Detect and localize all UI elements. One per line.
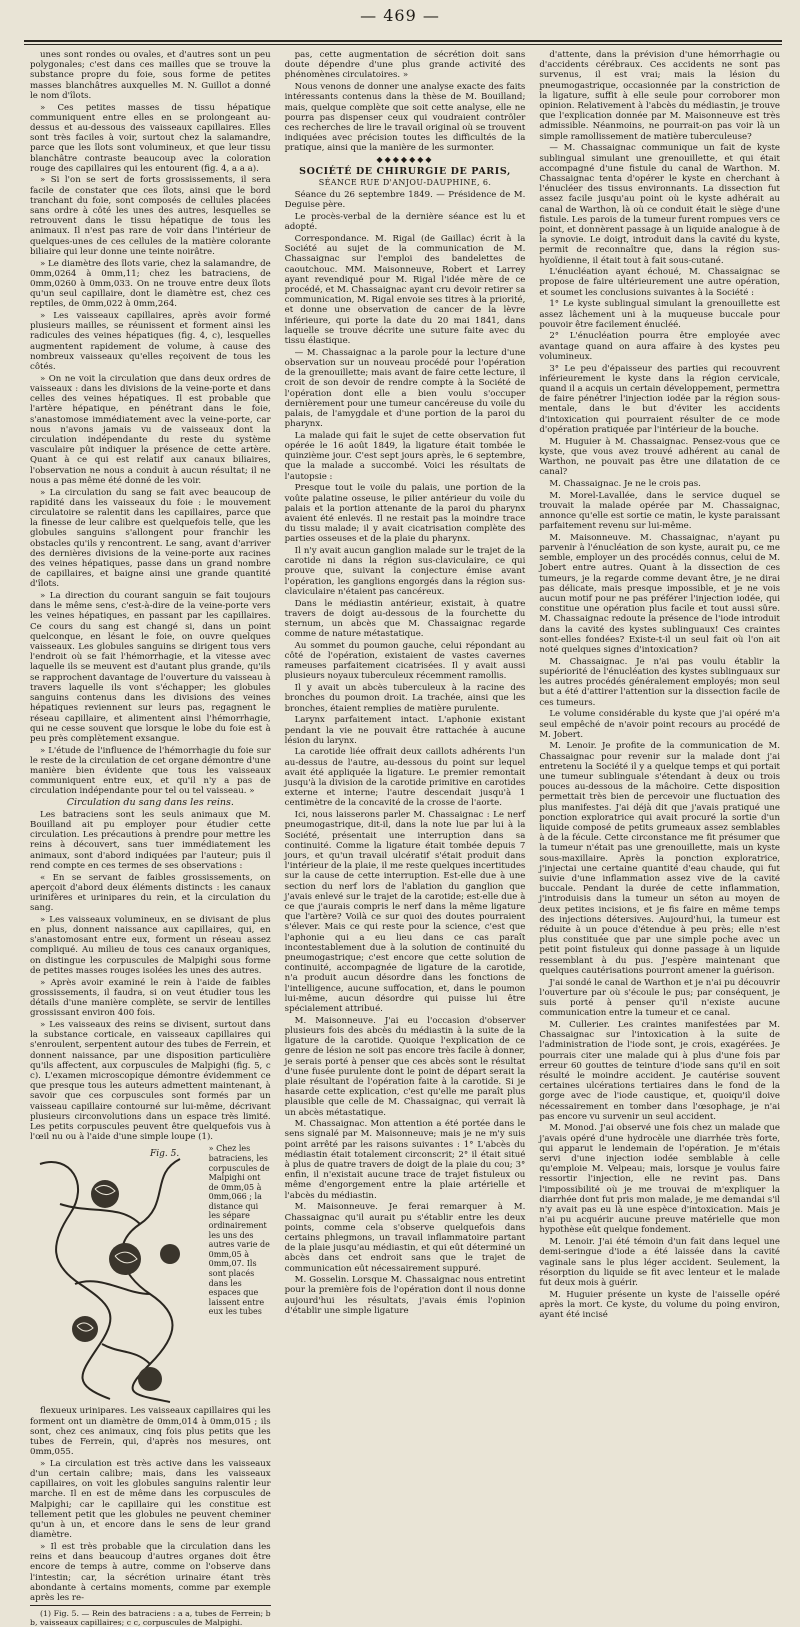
header-rule	[24, 40, 782, 45]
paragraph: » La circulation du sang se fait avec beaucoup de rapidité dans les vaisseaux du foie : le mouvement circulatoire se ralentit dans les capillaires, parce que la finesse de leur calibre est quelquefois telle, que les globules sanguins s'allongent pour franchir les obstacles qu'ils y rencontrent. Le sang, avant d'arriver des dernières divisions de la veine-porte aux racines des veines hépatiques, passe dans un grand nombre de capillaires, et baigne ainsi une grande quantité d'îlots.	[30, 487, 271, 590]
paragraph: » Après avoir examiné le rein à l'aide de faibles grossissements, il faudra, si on veut étudier tous les détails d'une manière complète, se servir de lentilles grossissant environ 400 fois.	[30, 977, 271, 1019]
paragraph: M. Gosselin. Lorsque M. Chassaignac nous entretint pour la première fois de l'opération dont il nous donne aujourd'hui les résultats, j'avais émis l'opinion d'établir une simple ligature	[284, 1275, 526, 1316]
paragraph: flexueux urinipares. Les vaisseaux capillaires qui les forment ont un diamètre de 0mm,014 à 0mm,015 ; ils sont, chez ces animaux, cinq fois plus petits que les tubes de Ferrein, qui, d'après nos mesures, ont 0mm,055.	[30, 1406, 271, 1458]
paragraph: 2° L'énucléation pourra être employée avec avantage quand on aura affaire à des kystes peu volumineux.	[539, 331, 781, 362]
paragraph: « En se servant de faibles grossissements, on aperçoit d'abord deux éléments distincts : les canaux urinifères et urinipares du rein, et la circulation du sang.	[30, 872, 271, 914]
paragraph: pas, cette augmentation de sécrétion doit sans doute dépendre d'une plus grande activité des phénomènes circulatoires. »	[284, 50, 526, 81]
kidney-illustration	[30, 1144, 205, 1406]
paragraph: M. Maisonneuve. M. Chassaignac, n'ayant pu parvenir à l'énucléation de son kyste, aurait pu, ce me semble, employer un des procédés connus, celui de M. Jobert entre autres. Quant à la dissection de ces tumeurs, je la regarde comme devant être, je ne dirai pas délicate, mais presque impossible, et je ne vois aucun motif pour ne pas préférer l'injection iodée, qui constitue une opération plus facile et tout aussi sûre. M. Chassaignac redoute la présence de l'iode introduit dans la cavité des kystes sublinguaux! Ces craintes sont-elles fondées? Existe-t-il un seul fait où l'on ait noté quelques signes d'intoxication?	[539, 532, 781, 656]
paragraph: » Les vaisseaux volumineux, en se divisant de plus en plus, donnent naissance aux capillaires, qui, en s'anastomosant entre eux, forment un réseau assez compliqué. Au milieu de tous ces canaux organiques, on distingue les corpuscules de Malpighi sous forme de petites masses rouges isolées les unes des autres.	[30, 914, 271, 976]
session-date: Séance du 26 septembre 1849. — Présidence de M. Deguise père.	[284, 190, 526, 211]
paragraph: » Il est très probable que la circulation dans les reins et dans beaucoup d'autres organes doit être encore de temps à autre, comme on l'observe dans l'intestin; car, la sécrétion urinaire étant très abondante à certains moments, comme par exemple après les re-	[30, 1541, 271, 1603]
figure-label: Fig. 5.	[150, 1149, 180, 1160]
paragraph: La carotide liée offrait deux caillots adhérents l'un au-dessus de l'autre, au-dessous du point sur lequel avait été appliquée la ligature. Le premier remontait jusqu'à la division de la carotide primitive en carotides externe et interne; l'autre descendait jusqu'à 1 centimètre de la concavité de la crosse de l'aorte.	[284, 747, 526, 809]
paragraph: M. Maisonneuve. J'ai eu l'occasion d'observer plusieurs fois des abcès du médiastin à la suite de la ligature de la carotide. Quoique l'explication de ce genre de lésion ne soit pas encore très facile à donner, je serais porté à penser que ces abcès sont le résultat d'une fusée purulente dont le point de départ serait la plaie résultant de l'opération faite à la carotide. Si je hasarde cette explication, c'est qu'elle me paraît plus plausible que celle de M. Chassaignac, qui verrait là un abcès métastatique.	[284, 1015, 526, 1118]
paragraph: 1° Le kyste sublingual simulant la grenouillette est assez lâchement uni à la muqueuse buccale pour pouvoir être facilement énucléé.	[539, 299, 781, 330]
paragraph: J'ai sondé le canal de Warthon et je n'ai pu découvrir l'ouverture par où s'écoule le pus; par conséquent, je suis porté à penser qu'il n'existe aucune communication entre la tumeur et ce canal.	[539, 977, 781, 1019]
column-right	[539, 50, 781, 1321]
paragraph: Au sommet du poumon gauche, celui répondant au côté de l'opération, existaient de vastes cavernes rameuses parfaitement cicatrisées. Il y avait aussi plusieurs noyaux tuberculeux récemment ramollis.	[284, 640, 526, 682]
paragraph: M. Chassaignac. Je ne le crois pas.	[549, 478, 701, 489]
paragraph: M. Huguier présente un kyste de l'aisselle opéré après la mort. Ce kyste, du volume du poing environ, ayant été incisé	[539, 1289, 781, 1321]
paragraph: unes sont rondes ou ovales, et d'autres sont un peu polygonales; c'est dans ces mailles que se trouve la substance propre du foie, sous forme de petites masses blanchâtres auxquelles M. N. Guillot a donné le nom d'îlots.	[30, 50, 271, 101]
paragraph: Ici, nous laisserons parler M. Chassaignac : Le nerf pneumogastrique, dit-il, dans la note lue par lui à la Société, présentait une interruption dans sa continuité. Comme la ligature était tombée depuis 7 jours, et qu'un travail ulcératif s'était produit dans l'intérieur de la plaie, il me reste quelques incertitudes sur la cause de cette interruption. Est-elle due à une section du nerf lors de l'ablation du ganglion que j'avais enlevé sur le trajet de la carotide; est-elle due à ce que j'aurais compris le nerf dans la même ligature que l'artère? Voilà ce sur quoi des doutes pourraient s'élever. Mais ce qui reste pour la science, c'est que l'aphonie qui a eu lieu dans ce cas paraît incontestablement due à la solution de continuité du pneumogastrique; c'est encore que cette solution de continuité, accompagnée de ligature de la carotide, n'a produit aucun désordre dans les fonctions de l'intelligence, aucune suffocation, et, dans le poumon lui-même, aucun désordre qui puisse lui être spécialement attribué.	[284, 810, 526, 1014]
paragraph: » L'étude de l'influence de l'hémorrhagie du foie sur le reste de la circulation de cet organe démontre d'une manière bien évidente que tous les vaisseaux communiquent entre eux, et qu'il n'y a pas de circulation indépendante pour tel ou tel vaisseau. »	[30, 745, 271, 797]
paragraph: L'énucléation ayant échoué, M. Chassaignac se propose de faire ultérieurement une autre opération, et soumet les conclusions suivantes à la Société :	[539, 267, 781, 298]
paragraph: » Le diamètre des îlots varie, chez la salamandre, de 0mm,0264 à 0mm,11; chez les batraciens, de 0mm,0260 à 0mm,033. On ne trouve entre deux îlots qu'un seul capillaire, dont le diamètre est, chez ces reptiles, de 0mm,022 à 0mm,264.	[30, 258, 271, 310]
paragraph: M. Huguier à M. Chassaignac. Pensez-vous que ce kyste, que vous avez trouvé adhérent au canal de Warthon, ne pouvait pas être une dilatation de ce canal?	[539, 436, 781, 478]
column-left	[30, 50, 271, 1627]
paragraph: » Les vaisseaux des reins se divisent, surtout dans la substance corticale, en vaisseaux capillaires qui s'enroulent, serpentent autour des tubes de Ferrein, et donnent naissance, par une disposition particulière qu'ils affectent, aux corpuscules de Malpighi (fig. 5, c c). L'examen microscopique démontre évidemment ce que presque tous les auteurs admettent maintenant, à savoir que ces corpuscules sont formés par un vaisseau capillaire contourné sur lui-même, décrivant plusieurs circonvolutions dans un espace très limité. Les petits corpuscules peuvent être quelquefois vus à l'œil nu ou à l'aide d'une simple loupe (1).	[30, 1019, 271, 1143]
column-middle	[284, 50, 526, 1316]
paragraph: M. Lenoir. J'ai été témoin d'un fait dans lequel une demi-seringue d'iode a été laissée dans la cavité vaginale sans le plus léger accident. Seulement, la résorption du liquide se fit avec lenteur et le malade fut deux mois à guérir.	[539, 1237, 781, 1288]
section-ornament: ◆◆◆◆◆◆◆	[376, 155, 434, 165]
paragraph: Correspondance. M. Rigal (de Gaillac) écrit à la Société au sujet de la communication de M. Chassaignac sur l'emploi des bandelettes de caoutchouc. MM. Maisonneuve, Robert et Larrey ayant revendiqué pour M. Rigal l'idée mère de ce procédé, et M. Chassaignac ayant cru devoir retirer sa communication, M. Rigal envoie ses titres à la priorité, et donne une observation de cancer de la lèvre inférieure, qui porte la date du 20 mai 1841, dans laquelle se trouve décrite une suture faite avec du tissu élastique.	[284, 233, 526, 346]
paragraph: — M. Chassaignac a la parole pour la lecture d'une observation sur un nouveau procédé pour l'opération de la grenouillette; mais avant de faire cette lecture, il croit de son devoir de rendre compte à la Société de l'opération dont elle a bien voulu s'occuper dernièrement pour une tumeur cancéreuse du voile du palais, de l'amygdale et d'une portion de la paroi du pharynx.	[284, 347, 526, 430]
paragraph: Presque tout le voile du palais, une portion de la voûte palatine osseuse, le pilier antérieur du voile du palais et la portion attenante de la paroi du pharynx avaient été enlevés. Il ne restait pas la moindre trace du tissu malade; il y avait cicatrisation complète des parties osseuses et de la plaie du pharynx.	[284, 483, 526, 545]
footnote: (1) Fig. 5. — Rein des batraciens : a a, tubes de Ferrein; b b, vaisseaux capillaires; c c, corpuscules de Malpighi.	[30, 1605, 271, 1627]
paragraph: » Si l'on se sert de forts grossissements, il sera facile de constater que ces îlots, ainsi que le bord tranchant du foie, sont composés de cellules placées sans ordre à côté les unes des autres, lesquelles se retrouvent dans le tissu hépatique de tous les animaux. Il n'est pas rare de voir dans l'intérieur de quelques-unes de ces cellules de la matière colorante biliaire qui leur donne une teinte noirâtre.	[30, 175, 271, 257]
paragraph: La malade qui fait le sujet de cette observation fut opérée le 16 août 1849, la ligature était tombée le quinzième jour. C'est sept jours après, le 6 septembre, que la malade a succombé. Voici les résultats de l'autopsie :	[284, 430, 526, 482]
paragraph: M. Cullerier. Les craintes manifestées par M. Chassaignac sur l'intoxication à la suite de l'administration de l'iode sont, je crois, exagérées. Je pourrais citer une malade qui à plus d'une fois par erreur 60 gouttes de teinture d'iode sans qu'il en soit résulté le moindre accident. Je cautérise souvent certaines ulcérations tertiaires dans le fond de la gorge avec de l'iode caustique, et, quoiqu'il doive nécessairement en tomber dans l'œsophage, je n'ai pas encore vu survenir un seul accident.	[539, 1019, 781, 1122]
figure-kidney	[30, 1144, 271, 1406]
paragraph: M. Monod. J'ai observé une fois chez un malade que j'avais opéré d'une hydrocèle une diarrhée très forte, qui apparut le lendemain de l'opération. Je m'étais servi d'une injection iodée semblable à celle qu'emploie M. Velpeau; mais, lorsque je voulus faire ressortir l'injection, elle ne revint pas. Dans l'impossibilité où je me trouvai de m'expliquer la diarrhée dont fut pris mon malade, je me demandai s'il n'y avait pas eu là une espèce d'intoxication. Mais je n'ai pu acquérir aucune preuve matérielle que mon hypothèse eût quelque fondement.	[539, 1123, 781, 1236]
page-number: — 469 —	[360, 6, 440, 25]
society-title: SOCIÉTÉ DE CHIRURGIE DE PARIS,	[299, 165, 511, 177]
paragraph: Les batraciens sont les seuls animaux que M. Bouilland ait pu employer pour étudier cette circulation. Les précautions à prendre pour mettre les reins à découvert, sans tuer immédiatement les animaux, sont d'abord indiquées par l'auteur; puis il rend compte en ces termes de ses observations :	[30, 809, 271, 871]
paragraph: Il n'y avait aucun ganglion malade sur le trajet de la carotide ni dans la région sus-claviculaire, ce qui prouve que, suivant la conjecture émise avant l'opération, les ganglions engorgés dans la région sus-claviculaire n'étaient pas cancéreux.	[284, 546, 526, 597]
paragraph: d'attente, dans la prévision d'une hémorrhagie ou d'accidents cérébraux. Ces accidents ne sont pas survenus, il est vrai; mais la lésion du pneumogastrique, occasionnée par la constriction de la ligature, suffit à elle seule pour corroborer mon opinion. Relativement à l'abcès du médiastin, je trouve que l'explication donnée par M. Maisonneuve est très admissible. Néanmoins, ne pourrait-on pas voir là un simple ramollissement de matière tuberculeuse?	[539, 50, 781, 142]
paragraph: Il y avait un abcès tuberculeux à la racine des bronches du poumon droit. La trachée, ainsi que les bronches, étaient remplies de matière purulente.	[284, 683, 526, 714]
paragraph: » La direction du courant sanguin se fait toujours dans le même sens, c'est-à-dire de la veine-porte vers les veines hépatiques, en passant par les capillaires. Ce cours du sang est changé si, dans un point quelconque, en lésant le foie, on ouvre quelques vaisseaux. Les globules sanguins se dirigent tous vers l'endroit où se fait l'hémorrhagie, et la vitesse avec laquelle ils se meuvent est d'autant plus grande, qu'ils se rapprochent davantage de l'ouverture du vaisseau à travers laquelle ils vont s'échapper; les globules sanguins contenus dans les divisions des veines hépatiques reviennent sur leurs pas, regagnent le réseau capillaire, et alimentent ainsi l'hémorrhagie, qui ne cesse souvent que lorsque le lobe du foie est à peu près complètement exsangue.	[30, 591, 271, 744]
paragraph: » Les vaisseaux capillaires, après avoir formé plusieurs mailles, se réunissent et forment ainsi les radicules des veines hépatiques (fig. 4, c), lesquelles augmentent rapidement de volume, à cause des nombreux vaisseaux qu'elles reçoivent de tous les côtés.	[30, 311, 271, 373]
paragraph: » Ces petites masses de tissu hépatique communiquent entre elles en se prolongeant au-dessus et au-dessous des vaisseaux capillaires. Elles sont très faciles à voir, surtout chez la salamandre, parce que les îlots sont volumineux, et que leur tissu blanchâtre contraste beaucoup avec la coloration rouge des capillaires qui les entourent (fig. 4, a a a).	[30, 102, 271, 174]
paragraph: Le volume considérable du kyste que j'ai opéré m'a seul empêché de n'avoir point recours au procédé de M. Jobert.	[539, 709, 781, 740]
paragraph: M. Chassaignac. Je n'ai pas voulu établir la supériorité de l'énucléation des kystes sublinguaux sur les autres procédés généralement employés; mon seul but a été d'attirer l'attention sur la dissection facile de ces tumeurs.	[539, 656, 781, 708]
paragraph: M. Lenoir. Je profite de la communication de M. Chassaignac pour revenir sur la malade dont j'ai entretenu la Société il y a quelque temps et qui portait une tumeur sublinguale s'étendant à deux ou trois pouces au-dessous de la mâchoire. Cette disposition permettait très bien de percevoir une fluctuation des plus manifestes. J'ai déjà dit que j'avais pratiqué une ponction exploratrice qui avait procuré la sortie d'un liquide composé de petits grumeaux assez semblables à de la fécule. Cette circonstance me fit présumer que la tumeur n'était pas une grenouillette, mais un kyste sous-maxillaire. Après la ponction exploratrice, j'injectai une certaine quantité d'eau chaude, qui fut suivie d'une inflammation assez vive de la cavité buccale. Pendant la durée de cette inflammation, j'introduisis dans la tumeur un séton au moyen de deux petites incisions, et je fis faire en même temps des injections détersives. Aujourd'hui, la tumeur est réduite à un pouce d'étendue à peu près; elle n'est plus constituée que par une simple poche avec un petit point fistuleux qui donne passage à un liquide ressemblant à du pus. J'espère maintenant que quelques cautérisations pourront amener la guérison.	[539, 741, 781, 976]
paragraph: M. Chassaignac. Mon attention a été portée dans le sens signalé par M. Maisonneuve; mais je ne m'y suis point arrêté par les raisons suivantes : 1° L'abcès du médiastin était totalement circonscrit; 2° il était situé à plus de quatre travers de doigt de la plaie du cou; 3° enfin, il n'existait aucune trace de trajet fistuleux ou même d'engorgement entre la plaie artérielle et l'abcès du médiastin.	[284, 1119, 526, 1201]
paragraph: » La circulation est très active dans les vaisseaux d'un certain calibre; mais, dans les vaisseaux capillaires, on voit les globules sanguins ralentir leur marche. Il en est de même dans les corpuscules de Malpighi; car le capillaire qui les constitue est tellement petit que les globules ne peuvent cheminer qu'un à un, et encore dans le sens de leur grand diamètre.	[30, 1458, 271, 1541]
paragraph: » On ne voit la circulation que dans deux ordres de vaisseaux : dans les divisions de la veine-porte et dans celles des veines hépatiques. Il est probable que l'artère hépatique, en pénétrant dans le foie, s'anastomose immédiatement avec la veine-porte, car nous n'avons jamais vu de vaisseaux dont la circulation indépendante du reste du système vasculaire pût indiquer la présence de cette artère. Quant à ce qui est relatif aux canaux biliaires, l'observation ne nous a conduit à aucun résultat; il ne nous a pas même été donné de les voir.	[30, 373, 271, 486]
paragraph: Le procès-verbal de la dernière séance est lu et adopté.	[284, 212, 526, 233]
paragraph: — M. Chassaignac communique un fait de kyste sublingual simulant une grenouillette, et qui était accompagné d'une fistule du canal de Warthon. M. Chassaignac tenta d'opérer le kyste en cherchant à l'énucléer des tissus environnants. La dissection fut assez facile jusqu'au point où le kyste adhérait au canal de Warthon, là où ce conduit était le siège d'une fistule. Les parois de la tumeur furent rompues vers ce point, et donnèrent passage à un liquide analogue à de la synovie. Le doigt, introduit dans la cavité du kyste, permit de reconnaître que, dans la région sus-hyoïdienne, il était tout à fait sous-cutané.	[539, 143, 781, 266]
article-columns	[30, 50, 781, 1627]
paragraph: 3° Le peu d'épaisseur des parties qui recouvrent inférieurement le kyste dans la région cervicale, quand il a acquis un certain développement, permettra de faire pénétrer l'injection iodée par la région sous-mentale, dans le but d'éviter les accidents d'intoxication qui pourraient résulter de ce mode d'opération pratiquée par l'intérieur de la bouche.	[539, 363, 781, 435]
seance-address: SÉANCE RUE D'ANJOU-DAUPHINE, 6.	[318, 178, 492, 188]
paragraph: M. Maisonneuve. Je ferai remarquer à M. Chassaignac qu'il aurait pu s'établir entre les deux points, comme cela s'observe quelquefois dans certains phlegmons, un travail inflammatoire partant de la plaie jusqu'au médiastin, et qui eût déterminé un abcès dans cet endroit sans que le trajet de communication eût nécessairement suppuré.	[284, 1202, 526, 1274]
paragraph: Dans le médiastin antérieur, existait, à quatre travers de doigt au-dessous de la fourchette du sternum, un abcès que M. Chassaignac regarde comme de nature métastatique.	[284, 598, 526, 640]
paragraph: M. Morel-Lavallée, dans le service duquel se trouvait la malade opérée par M. Chassaignac, annonce qu'elle est sortie ce matin, le kyste paraissant parfaitement revenu sur lui-même.	[539, 490, 781, 532]
paragraph: Larynx parfaitement intact. L'aphonie existant pendant la vie ne pouvait être rattachée à aucune lésion du larynx.	[284, 715, 526, 746]
paragraph: Nous venons de donner une analyse exacte des faits intéressants contenus dans la thèse de M. Bouilland; mais, quelque complète que soit cette analyse, elle ne pourra pas dispenser ceux qui voudraient contrôler ces recherches de lire le travail original où se trouvent indiquées avec précision toutes les difficultés de la pratique, ainsi que la manière de les surmonter.	[284, 82, 526, 154]
section-title: Circulation du sang dans les reins.	[66, 797, 234, 809]
figure-side-text: » Chez les batraciens, les corpuscules de Malpighi ont de 0mm,05 à 0mm,066 ; la distance qui les sépare ordinairement les uns des autres varie de 0mm,05 à 0mm,07. Ils sont placés dans les espaces que laissent entre eux les tubes	[208, 1144, 270, 1317]
